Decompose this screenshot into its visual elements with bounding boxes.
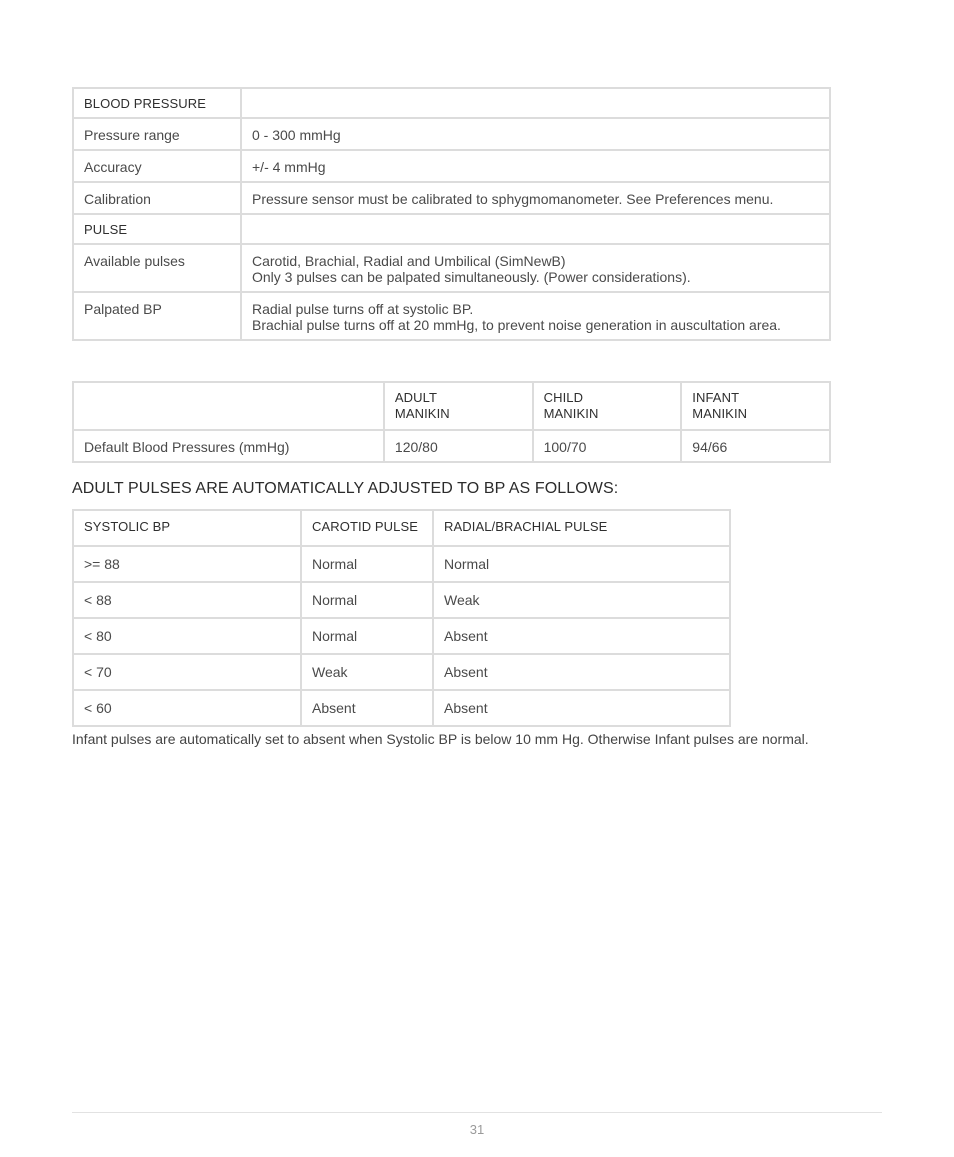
header-line: MANIKIN: [394, 406, 450, 421]
spec-label: Pressure range: [73, 118, 241, 150]
spec-value: [241, 244, 830, 292]
carotid-value: Normal: [301, 546, 433, 582]
spec-value-line: Carotid, Brachial, Radial and Umbilical (SimNewB): [252, 253, 566, 269]
table-row: [73, 88, 830, 118]
header-systolic-bp: SYSTOLIC BP: [73, 510, 301, 546]
adult-value: 120/80: [384, 430, 533, 462]
spec-value-line: Radial pulse turns off at systolic BP.: [252, 301, 474, 317]
table-header-row: [73, 382, 830, 430]
header-line: INFANT: [692, 390, 740, 405]
spec-value: 0 - 300 mmHg: [241, 118, 830, 150]
header-cell-infant: [681, 382, 830, 430]
systolic-value: < 70: [73, 654, 301, 690]
radial-value: Weak: [433, 582, 730, 618]
spec-value-line: Only 3 pulses can be palpated simultaneously. (Power considerations).: [252, 269, 691, 285]
carotid-value: Normal: [301, 618, 433, 654]
spec-label: Calibration: [73, 182, 241, 214]
systolic-value: >= 88: [73, 546, 301, 582]
radial-value: Absent: [433, 618, 730, 654]
spec-label: Palpated BP: [73, 292, 241, 340]
carotid-value: Absent: [301, 690, 433, 726]
page-number: 31: [469, 1122, 485, 1137]
spec-label: Available pulses: [73, 244, 241, 292]
header-line: CHILD: [543, 390, 584, 405]
table-row: [73, 244, 830, 292]
section-heading: ADULT PULSES ARE AUTOMATICALLY ADJUSTED TO BP AS FOLLOWS:: [72, 480, 619, 497]
header-cell-child: [533, 382, 682, 430]
table-row: [73, 690, 730, 726]
row-label: Default Blood Pressures (mmHg): [73, 430, 384, 462]
table-row: [73, 546, 730, 582]
carotid-value: Normal: [301, 582, 433, 618]
spec-value: Pressure sensor must be calibrated to sphygmomanometer. See Preferences menu.: [241, 182, 830, 214]
header-cell-empty: [73, 382, 384, 430]
section-label-blood-pressure: BLOOD PRESSURE: [73, 88, 241, 118]
section-label-pulse: PULSE: [73, 214, 241, 244]
spec-value-line: Brachial pulse turns off at 20 mmHg, to prevent noise generation in auscultation area.: [252, 317, 781, 333]
table-row: [73, 654, 730, 690]
infant-pulse-note: Infant pulses are automatically set to absent when Systolic BP is below 10 mm Hg. Otherwise Infant pulses are normal.: [72, 731, 809, 747]
table-row: [73, 430, 830, 462]
table-row: [73, 582, 730, 618]
systolic-value: < 80: [73, 618, 301, 654]
header-cell-adult: [384, 382, 533, 430]
default-blood-pressure-table: [72, 381, 831, 463]
table-row: [73, 182, 830, 214]
header-carotid-pulse: CAROTID PULSE: [301, 510, 433, 546]
table-row: [73, 618, 730, 654]
section-value-empty: [241, 88, 830, 118]
spec-value: +/- 4 mmHg: [241, 150, 830, 182]
header-radial-brachial-pulse: RADIAL/BRACHIAL PULSE: [433, 510, 730, 546]
carotid-value: Weak: [301, 654, 433, 690]
adult-pulse-adjustment-table: [72, 509, 731, 727]
spec-value: [241, 292, 830, 340]
table-row: [73, 150, 830, 182]
header-line: ADULT: [394, 390, 438, 405]
spec-label: Accuracy: [73, 150, 241, 182]
radial-value: Absent: [433, 690, 730, 726]
table-header-row: [73, 510, 730, 546]
child-value: 100/70: [533, 430, 682, 462]
header-line: MANIKIN: [692, 406, 748, 421]
radial-value: Normal: [433, 546, 730, 582]
table-row: [73, 292, 830, 340]
header-line: MANIKIN: [543, 406, 599, 421]
systolic-value: < 88: [73, 582, 301, 618]
table-row: [73, 214, 830, 244]
infant-value: 94/66: [681, 430, 830, 462]
systolic-value: < 60: [73, 690, 301, 726]
blood-pressure-pulse-spec-table: [72, 87, 831, 341]
radial-value: Absent: [433, 654, 730, 690]
section-value-empty: [241, 214, 830, 244]
footer-divider: [72, 1112, 882, 1113]
table-row: [73, 118, 830, 150]
